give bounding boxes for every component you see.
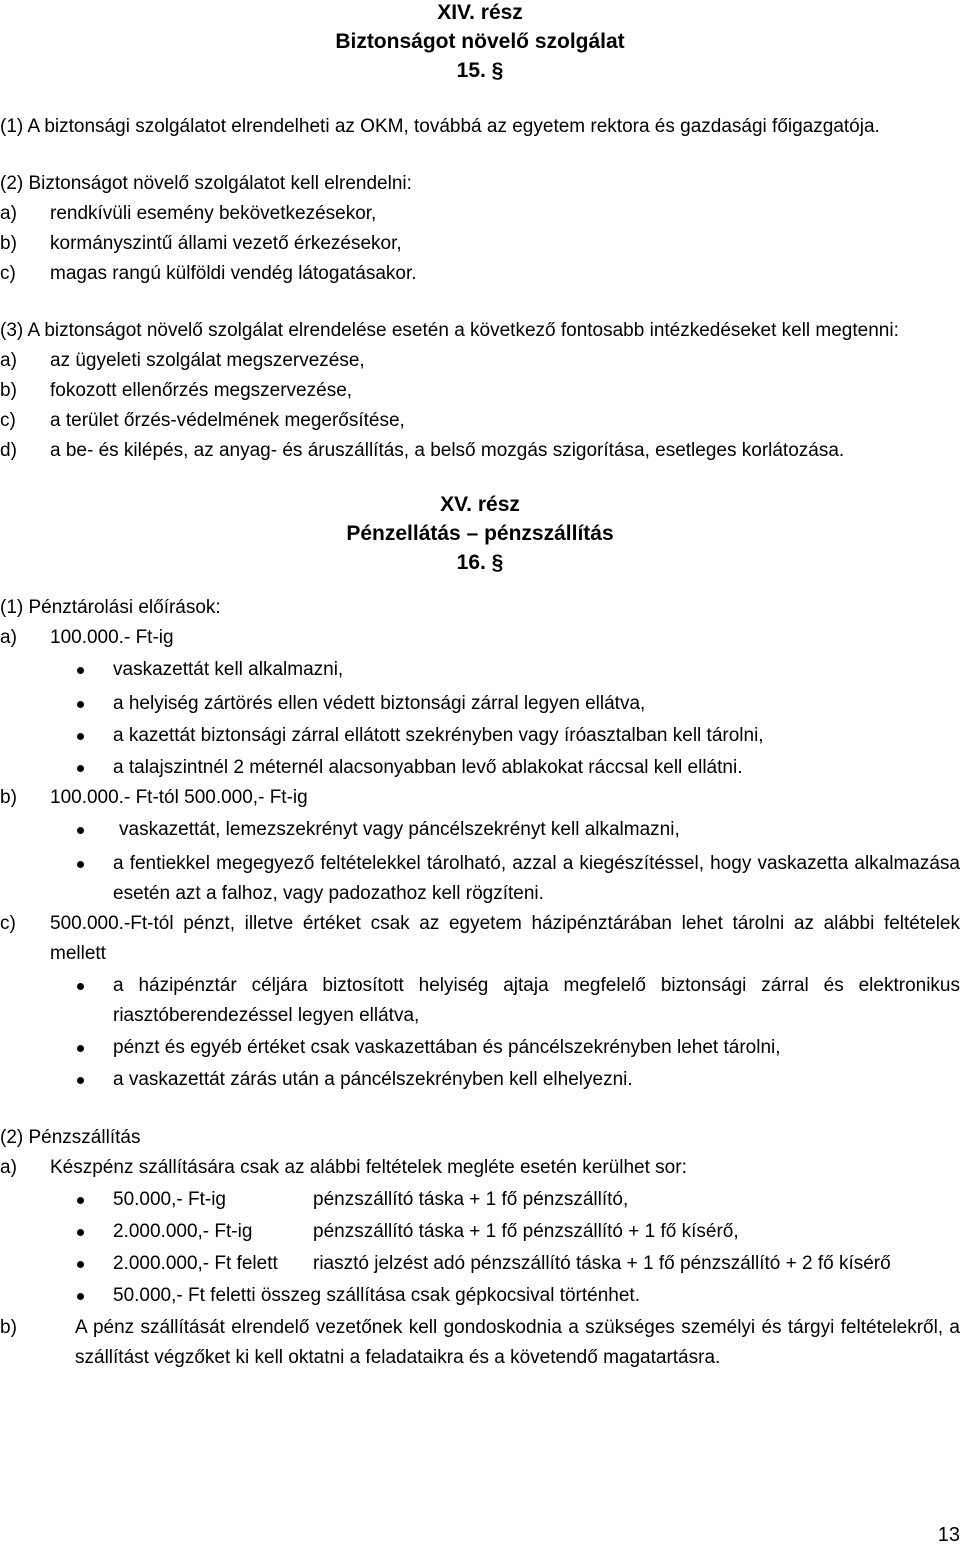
bullet-icon [0,721,113,751]
storage-rules [0,593,960,1095]
paragraph-intro: (1) Pénztárolási előírások: [0,597,221,618]
paragraph-3 [0,316,960,466]
part-title: XIV. rész [437,1,523,24]
paragraph-intro: (2) Biztonságot növelő szolgálatot kell elrendelni: [0,173,412,194]
bullet-item: a talajszintnél 2 méternél alacsonyabban levő ablakokat ráccsal kell ellátni. [0,753,960,783]
subsection-b: b) 100.000.- Ft-tól 500.000,- Ft-ig [0,787,308,808]
bullet-item: a helyiség zártörés ellen védett biztonsági zárral legyen ellátva, [0,689,960,719]
paragraph-2 [0,169,960,289]
section-number: 15. § [456,59,504,82]
section-15-heading [0,490,960,577]
bullet-item: 50.000,- Ft feletti összeg szállítása csak gépkocsival történhet. [0,1281,960,1311]
list-item: d) a be- és kilépés, az anyag- és áruszállítás, a belső mozgás szigorítása, esetleges korlátozása. [0,440,845,461]
bullet-icon [0,753,113,783]
bullet-icon [0,655,113,685]
bullet-icon [0,1185,113,1215]
section-14-heading [0,0,960,85]
bullet-item: 2.000.000,- Ft-ig pénzszállító táska + 1 fő pénzszállító + 1 fő kísérő, [0,1217,960,1247]
subsection-c: c) 500.000.-Ft-tól pénzt, illetve értéket csak az egyetem házipénztárában lehet tárolni az alábbi feltételek mellett [0,913,960,964]
bullet-icon [0,689,113,719]
section-title: Biztonságot növelő szolgálat [335,30,625,53]
paragraph-1: (1) A biztonsági szolgálatot elrendelheti az OKM, továbbá az egyetem rektora és gazdasági főigazgatója. [0,116,880,137]
bullet-icon [0,971,113,1031]
list-item: b) kormányszintű állami vezető érkezésekor, [0,233,402,254]
subsection-a: a) 100.000.- Ft-ig [0,627,174,648]
subsection-a: a) Készpénz szállítására csak az alábbi feltételek megléte esetén kerülhet sor: [0,1157,687,1178]
bullet-item: 50.000,- Ft-ig pénzszállító táska + 1 fő pénzszállító, [0,1185,960,1215]
list-item: a) rendkívüli esemény bekövetkezésekor, [0,203,377,224]
list-item: c) magas rangú külföldi vendég látogatásakor. [0,263,417,284]
bullet-icon [0,815,113,845]
list-item: b) fokozott ellenőrzés megszervezése, [0,380,353,401]
bullet-icon [0,1065,113,1095]
bullet-icon [0,849,113,909]
section-number: 16. § [456,551,504,574]
bullet-item: a vaskazettát zárás után a páncélszekrényben kell elhelyezni. [0,1065,960,1095]
list-item: a) az ügyeleti szolgálat megszervezése, [0,350,365,371]
bullet-item: pénzt és egyéb értéket csak vaskazettában és páncélszekrényben lehet tárolni, [0,1033,960,1063]
bullet-icon [0,1281,113,1311]
bullet-item: vaskazettát, lemezszekrényt vagy páncélszekrényt kell alkalmazni, [0,815,960,845]
subsection-b: b) A pénz szállítását elrendelő vezetőnek kell gondoskodnia a szükséges személyi és tárgyi feltételekről, a szállítást végzőket ki kell oktatni a feladataikra és a követendő magatartásra. [0,1317,960,1368]
bullet-item: vaskazettát kell alkalmazni, [0,655,960,685]
bullet-icon [0,1033,113,1063]
paragraph-intro: (2) Pénzszállítás [0,1127,141,1148]
paragraph-intro: (3) A biztonságot növelő szolgálat elrendelése esetén a következő fontosabb intézkedéseket kell megtenni: [0,320,899,341]
part-title: XV. rész [440,493,520,516]
bullet-icon [0,1217,113,1247]
bullet-item: a házipénztár céljára biztosított helyiség ajtaja megfelelő biztonsági zárral és elektronikus riasztóberendezéssel legyen ellátva, [0,971,960,1031]
money-transport [0,1123,960,1373]
bullet-item: a fentiekkel megegyező feltételekkel tárolható, azzal a kiegészítéssel, hogy vaskazetta alkalmazása esetén azt a falhoz, vagy padozathoz kell rögzíteni. [0,849,960,909]
bullet-item: 2.000.000,- Ft felett riasztó jelzést adó pénzszállító táska + 1 fő pénzszállító + 2 fő kísérő [0,1249,960,1279]
section-title: Pénzellátás – pénzszállítás [346,522,614,545]
page-number: 13 [937,1524,960,1546]
bullet-item: a kazettát biztonsági zárral ellátott szekrényben vagy íróasztalban kell tárolni, [0,721,960,751]
list-item: c) a terület őrzés-védelmének megerősítése, [0,410,405,431]
bullet-icon [0,1249,113,1279]
